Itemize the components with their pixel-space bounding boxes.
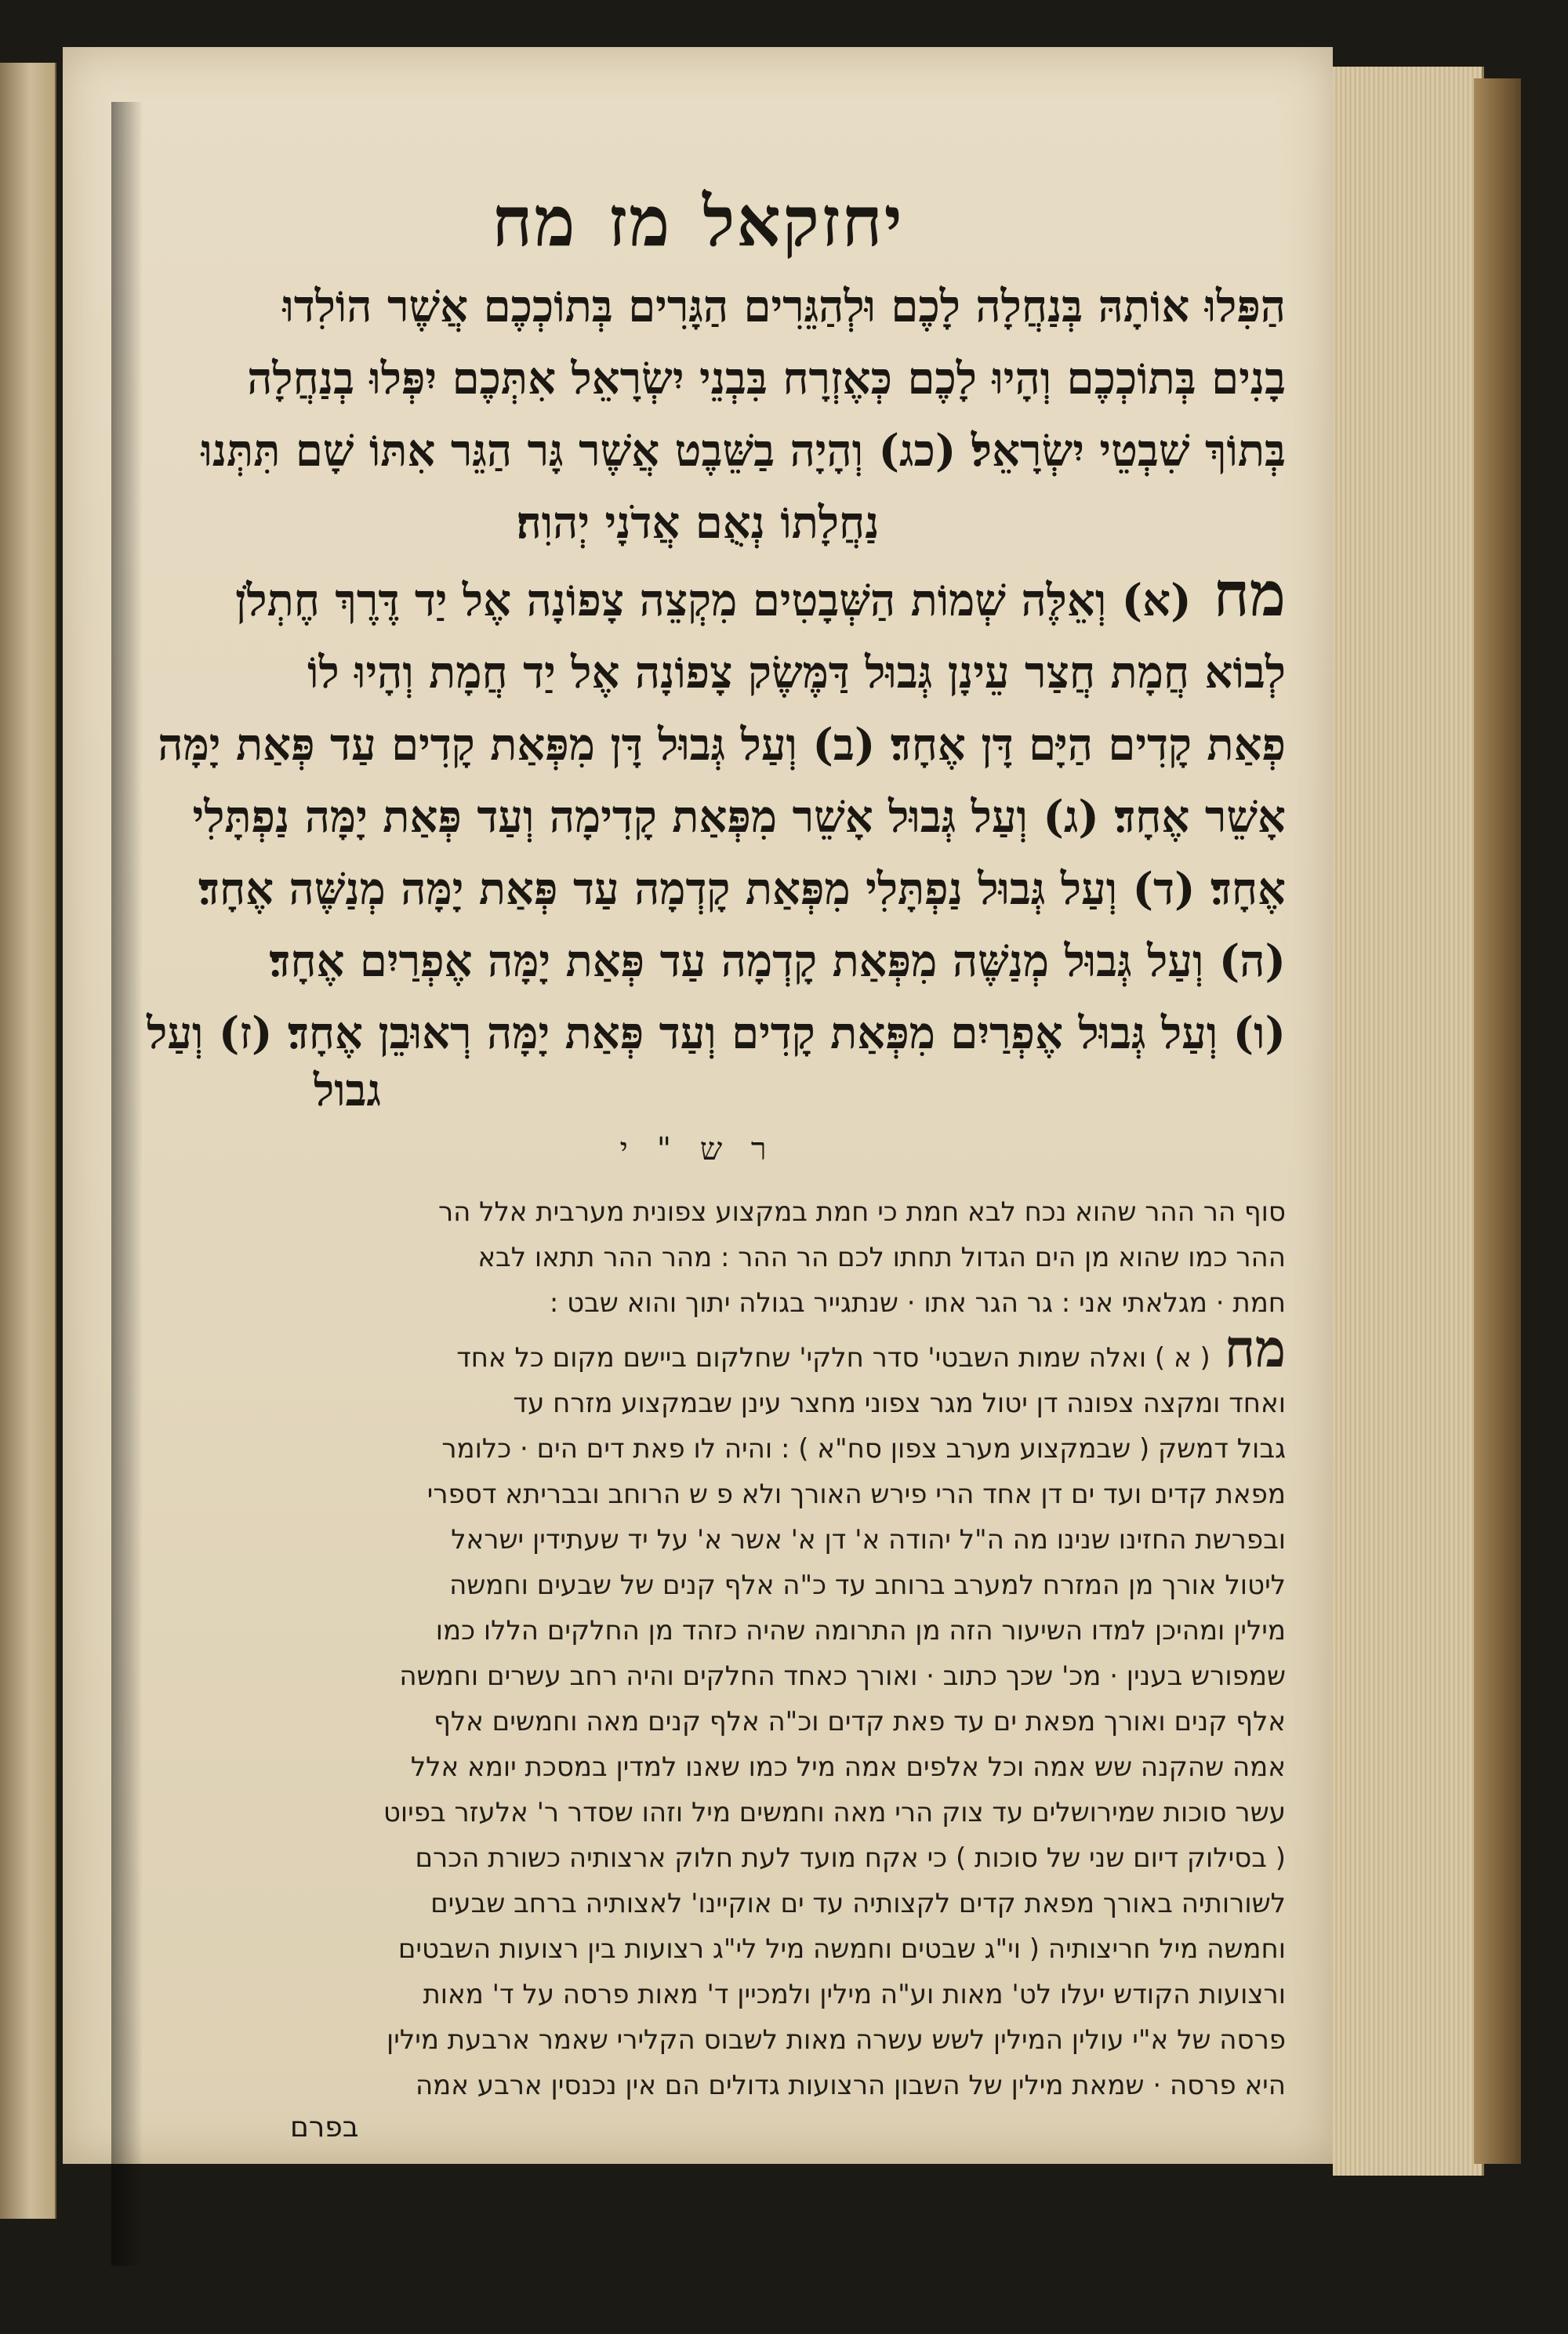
commentary-line: ההר כמו שהוא מן הים הגדול תחתו לכם הר ההר : מהר ההר תתאו לבא bbox=[477, 1242, 1286, 1273]
text-line: בְּתוֹךְ שִׁבְטֵי יִשְׂרָאֵל׃ (כג) וְהָיָה בַשֵּׁבֶט אֲשֶׁר גָּר הַגֵּר אִתּוֹ שָׁם תִּתְּנוּ bbox=[201, 425, 1286, 477]
commentary-line: לשורותיה באורך מפאת קדים לקצותיה עד ים אוקיינו' לאצותיה ברחב שבעים bbox=[430, 1888, 1286, 1919]
commentary-line: ובפרשת החזינו שנינו מה ה"ל יהודה א' דן א' אשר א' על יד שעתידין ישראל bbox=[451, 1524, 1286, 1555]
commentary-line: גבול דמשק ( שבמקצוע מערב צפון סח"א ) : והיה לו פאת דים הים · כלומר bbox=[441, 1433, 1286, 1465]
catchword: גבול bbox=[314, 1065, 381, 1116]
commentary-catchword: בפרם bbox=[290, 2111, 359, 2143]
commentary-line: וחמשה מיל חריצותיה ( וי"ג שבטים וחמשה מיל לי"ג רצועות בין רצועות השבטים bbox=[397, 1933, 1286, 1965]
chapter-number: מח bbox=[1213, 559, 1286, 630]
text-line: בָנִים בְּתוֹכְכֶם וְהָיוּ לָכֶם כְּאֶזְרָח בִּבְנֵי יִשְׂרָאֵל אִתְּכֶם יִפְּלוּ בְנַחֲלָה bbox=[247, 353, 1286, 405]
commentary-line: חמת · מגלאתי אני : גר הגר אתו · שנתגייר בגולה יתוך והוא שבט : bbox=[549, 1287, 1286, 1319]
text-line: אָשֵׁר אֶחָד׃ (ג) וְעַל גְּבוּל אָשֵׁר מִפְּאַת קָדִימָה וְעַד פְּאַת יָמָּה נַפְתָּלִי bbox=[192, 791, 1286, 843]
text-line: (ה) וְעַל גְּבוּל מְנַשֶּׁה מִפְּאַת קָדְמָה עַד פְּאַת יָמָּה אֶפְרַיִם אֶחָד׃ bbox=[269, 935, 1286, 987]
commentary-line: אמה שהקנה שש אמה וכל אלפים אמה מיל כמו שאנו למדין במסכת יומא אלל bbox=[410, 1751, 1286, 1783]
commentary-line: ורצועות הקודש יעלו לט' מאות וע"ה מילין ולמכיין ד' מאות פרסה על ד' מאות bbox=[423, 1979, 1286, 2010]
scripture-text bbox=[110, 270, 1286, 1069]
commentary-line: עשר סוכות שמירושלים עד צוק הרי מאה וחמשים מיל וזהו שסדר ר' אלעזר בפיוט bbox=[383, 1797, 1286, 1828]
commentary-title: ר ש " י bbox=[619, 1131, 776, 1167]
text-line: פְאַת קָדִים הַיָּם דָּן אֶחָד׃ (ב) וְעַל גְּבוּל דָּן מִפְּאַת קָדִים עַד פְּאַת יָמָּה bbox=[158, 719, 1286, 771]
header-book: יחזקאל bbox=[702, 180, 904, 262]
book-page bbox=[63, 47, 1333, 2164]
commentary-line: פרסה של א"י עולין המילין לשש עשרה מאות לשבוס הקלירי שאמר ארבעת מילין bbox=[387, 2024, 1286, 2056]
commentary-line-content: ( א ) ואלה שמות השבטי' סדר חלקי' שחלקום ביישם מקום כל אחד bbox=[456, 1342, 1210, 1374]
page-stack-edge bbox=[1333, 67, 1484, 2176]
commentary-line: מילין ומהיכן למדו השיעור הזה מן התרומה שהיה כזהד מן החלקים הללו כמו bbox=[435, 1615, 1286, 1646]
text-line: לְבוֹא חֲמָת חֲצַר עֵינָן גְּבוּל דַּמֶּשֶׂק צָפוֹנָה אֶל יַד חֲמָת וְהָיוּ לוֹ bbox=[307, 647, 1286, 699]
commentary-line: ( בסילוק דיום שני של סוכות ) כי אקח מועד לעת חלוק ארצותיה כשורת הכרם bbox=[415, 1842, 1286, 1874]
book-cover-edge bbox=[1474, 78, 1521, 2164]
commentary-line: ליטול אורך מן המזרח למערב ברוחב עד כ"ה אלף קנים של שבעים וחמשה bbox=[449, 1570, 1286, 1601]
commentary-line bbox=[110, 1326, 1286, 1381]
header-chapter: מז bbox=[608, 180, 672, 262]
text-line: אֶחָד׃ (ד) וְעַל גְּבוּל נַפְתָּלִי מִפְּאַת קָדְמָה עַד פְּאַת יָמָּה מְנַשֶּׁה אֶחָד׃ bbox=[198, 863, 1286, 915]
left-page-edge bbox=[0, 63, 56, 2219]
text-line-content: (א) וְאֵלֶּה שְׁמוֹת הַשְּׁבָטִים מִקְצֵה צָפוֹנָה אֶל יַד דֶּרֶךְ חֶתְלֹן bbox=[235, 575, 1192, 626]
commentary-chapter-number: מח bbox=[1224, 1326, 1286, 1379]
running-header bbox=[110, 180, 1286, 263]
text-line: הַפִּלוּ אוֹתָהּ בְּנַחֲלָה לָכֶם וּלְהַגֵּרִים הַגָּרִים בְּתוֹכְכֶם אֲשֶׁר הוֹלִדוּ bbox=[282, 281, 1286, 332]
rashi-commentary bbox=[110, 1189, 1286, 2108]
commentary-line: סוף הר ההר שהוא נכח לבא חמת כי חמת במקצוע צפונית מערבית אלל הר bbox=[437, 1196, 1286, 1228]
page-content bbox=[110, 180, 1286, 2143]
commentary-line: שמפורש בענין · מכ' שכך כתוב · ואורך כאחד החלקים והיה רחב עשרים וחמשה bbox=[399, 1661, 1286, 1692]
commentary-line: היא פרסה · שמאת מילין של השבון הרצועות גדולים הם אין נכנסין ארבע אמה bbox=[415, 2070, 1286, 2101]
header-chapter-2: מח bbox=[492, 180, 577, 262]
commentary-line: אלף קנים ואורך מפאת ים עד פאת קדים וכ"ה אלף קנים מאה וחמשים אלף bbox=[434, 1706, 1286, 1737]
text-line: (ו) וְעַל גְּבוּל אֶפְרַיִם מִפְּאַת קָדִים וְעַד פְּאַת יָמָּה רְאוּבֵן אֶחָד׃ (ז) וְעַל bbox=[147, 1007, 1286, 1059]
text-line bbox=[110, 559, 1286, 637]
commentary-line: ואחד ומקצה צפונה דן יטול מגר צפוני מחצר עינן שבמקצוע מזרח עד bbox=[513, 1388, 1286, 1419]
text-line: נַחֲלָתוֹ נְאֻם אֲדֹנָי יְהוִה׃ bbox=[516, 497, 880, 549]
commentary-line: מפאת קדים ועד ים דן אחד הרי פירש האורך ולא פ ש הרוחב ובבריתא דספרי bbox=[426, 1479, 1286, 1510]
